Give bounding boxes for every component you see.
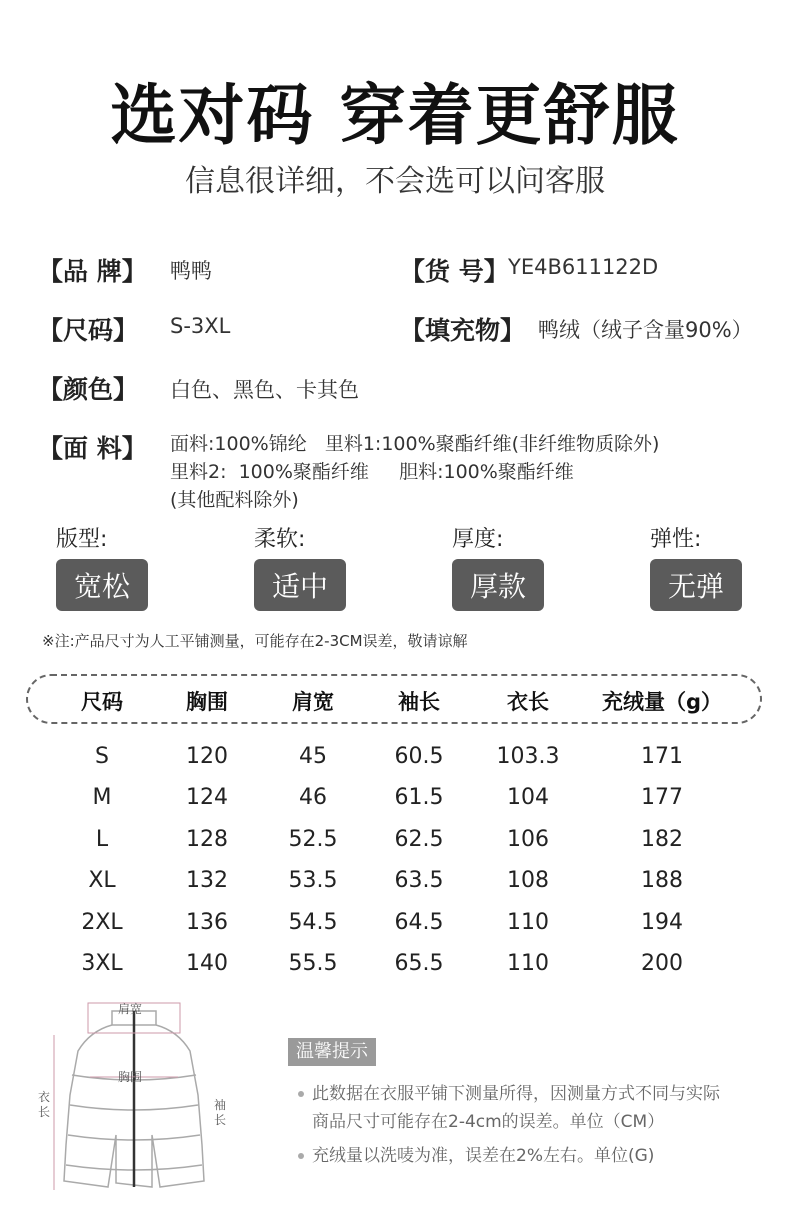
sleeve-label: 袖长	[214, 1098, 227, 1127]
table-cell: 61.5	[394, 785, 444, 811]
fabric-details	[170, 430, 659, 514]
color-value: 白色、黑色、卡其色	[170, 378, 359, 402]
filling-value: 鸭绒（绒子含量90%）	[538, 318, 753, 342]
page-title: 选对码 穿着更舒服	[110, 77, 680, 154]
table-cell: 63.5	[394, 868, 444, 894]
fit-badge: 宽松	[56, 559, 148, 611]
tip-item	[298, 1080, 778, 1136]
table-cell: 2XL	[81, 909, 123, 935]
table-cell: 124	[186, 785, 228, 811]
size-value: S-3XL	[170, 314, 231, 338]
brand-value: 鸭鸭	[170, 259, 212, 283]
table-cell: XL	[88, 868, 116, 894]
table-cell: 177	[641, 785, 683, 811]
table-cell: 110	[507, 909, 549, 935]
item-number-value: YE4B611122D	[508, 255, 659, 279]
table-cell: 53.5	[288, 868, 338, 894]
tip-text: 此数据在衣服平铺下测量所得，因测量方式不同与实际	[312, 1084, 720, 1104]
column-header: 充绒量（g）	[601, 690, 723, 714]
table-cell: 52.5	[288, 826, 338, 852]
table-cell: 120	[186, 744, 228, 769]
fabric-line: 里料2: 100%聚酯纤维 胆料:100%聚酯纤维	[170, 461, 574, 483]
table-cell: M	[92, 785, 112, 811]
table-cell: 104	[507, 785, 549, 811]
table-cell: 188	[641, 868, 683, 894]
table-cell: 106	[507, 826, 549, 852]
table-cell: 108	[507, 868, 549, 894]
length-label: 衣长	[38, 1090, 51, 1119]
fit-label: 版型:	[56, 527, 108, 552]
table-cell: S	[95, 744, 109, 769]
fabric-key: 【面 料】	[38, 434, 147, 463]
size-key: 【尺码】	[38, 316, 139, 345]
table-cell: 103.3	[496, 744, 560, 769]
fabric-line: (其他配料除外)	[170, 489, 299, 511]
table-cell: 64.5	[394, 909, 444, 935]
table-cell: 200	[641, 951, 683, 976]
elasticity-badge: 无弹	[650, 559, 742, 611]
softness-label: 柔软:	[254, 527, 306, 552]
table-cell: 55.5	[288, 951, 338, 976]
elasticity-label: 弹性:	[650, 527, 702, 552]
thickness-label: 厚度:	[452, 527, 504, 552]
table-cell: 182	[641, 826, 683, 852]
table-cell: 3XL	[81, 951, 123, 976]
table-cell: 110	[507, 951, 549, 976]
tip-text: 充绒量以洗唛为准，误差在2%左右。单位(G)	[312, 1146, 655, 1166]
table-cell: 65.5	[394, 951, 444, 976]
column-header: 胸围	[186, 690, 228, 714]
table-cell: 194	[641, 909, 683, 935]
table-cell: 46	[299, 785, 327, 811]
table-cell: 62.5	[394, 826, 444, 852]
softness-badge: 适中	[254, 559, 346, 611]
table-cell: 171	[641, 744, 683, 769]
column-header: 袖长	[398, 690, 440, 714]
shoulder-label: 肩宽	[118, 1002, 143, 1016]
chest-label: 胸围	[118, 1070, 143, 1084]
table-cell: L	[95, 826, 109, 852]
column-header: 衣长	[507, 690, 549, 714]
thickness-badge: 厚款	[452, 559, 544, 611]
bullet-icon	[298, 1091, 304, 1097]
table-cell: 54.5	[288, 909, 338, 935]
fabric-line: 面料:100%锦纶 里料1:100%聚酯纤维(非纤维物质除外)	[170, 433, 660, 455]
measurement-note: ※注:产品尺寸为人工平铺测量，可能存在2-3CM误差，敬请谅解	[42, 632, 468, 650]
column-header: 肩宽	[292, 690, 334, 714]
color-key: 【颜色】	[38, 375, 139, 404]
tips-title: 温馨提示	[288, 1038, 376, 1066]
brand-key: 【品 牌】	[38, 257, 147, 286]
table-cell: 60.5	[394, 744, 444, 769]
table-cell: 136	[186, 909, 228, 935]
tip-item	[298, 1142, 778, 1170]
table-cell: 45	[299, 744, 327, 769]
item-number-key: 【货 号】	[400, 257, 509, 286]
table-cell: 140	[186, 951, 228, 976]
table-cell: 132	[186, 868, 228, 894]
column-header: 尺码	[81, 690, 123, 714]
tip-text: 商品尺寸可能存在2-4cm的误差。单位（CM）	[312, 1112, 665, 1132]
table-cell: 128	[186, 826, 228, 852]
page-subtitle: 信息很详细，不会选可以问客服	[185, 164, 605, 199]
filling-key: 【填充物】	[400, 316, 526, 345]
bullet-icon	[298, 1153, 304, 1159]
